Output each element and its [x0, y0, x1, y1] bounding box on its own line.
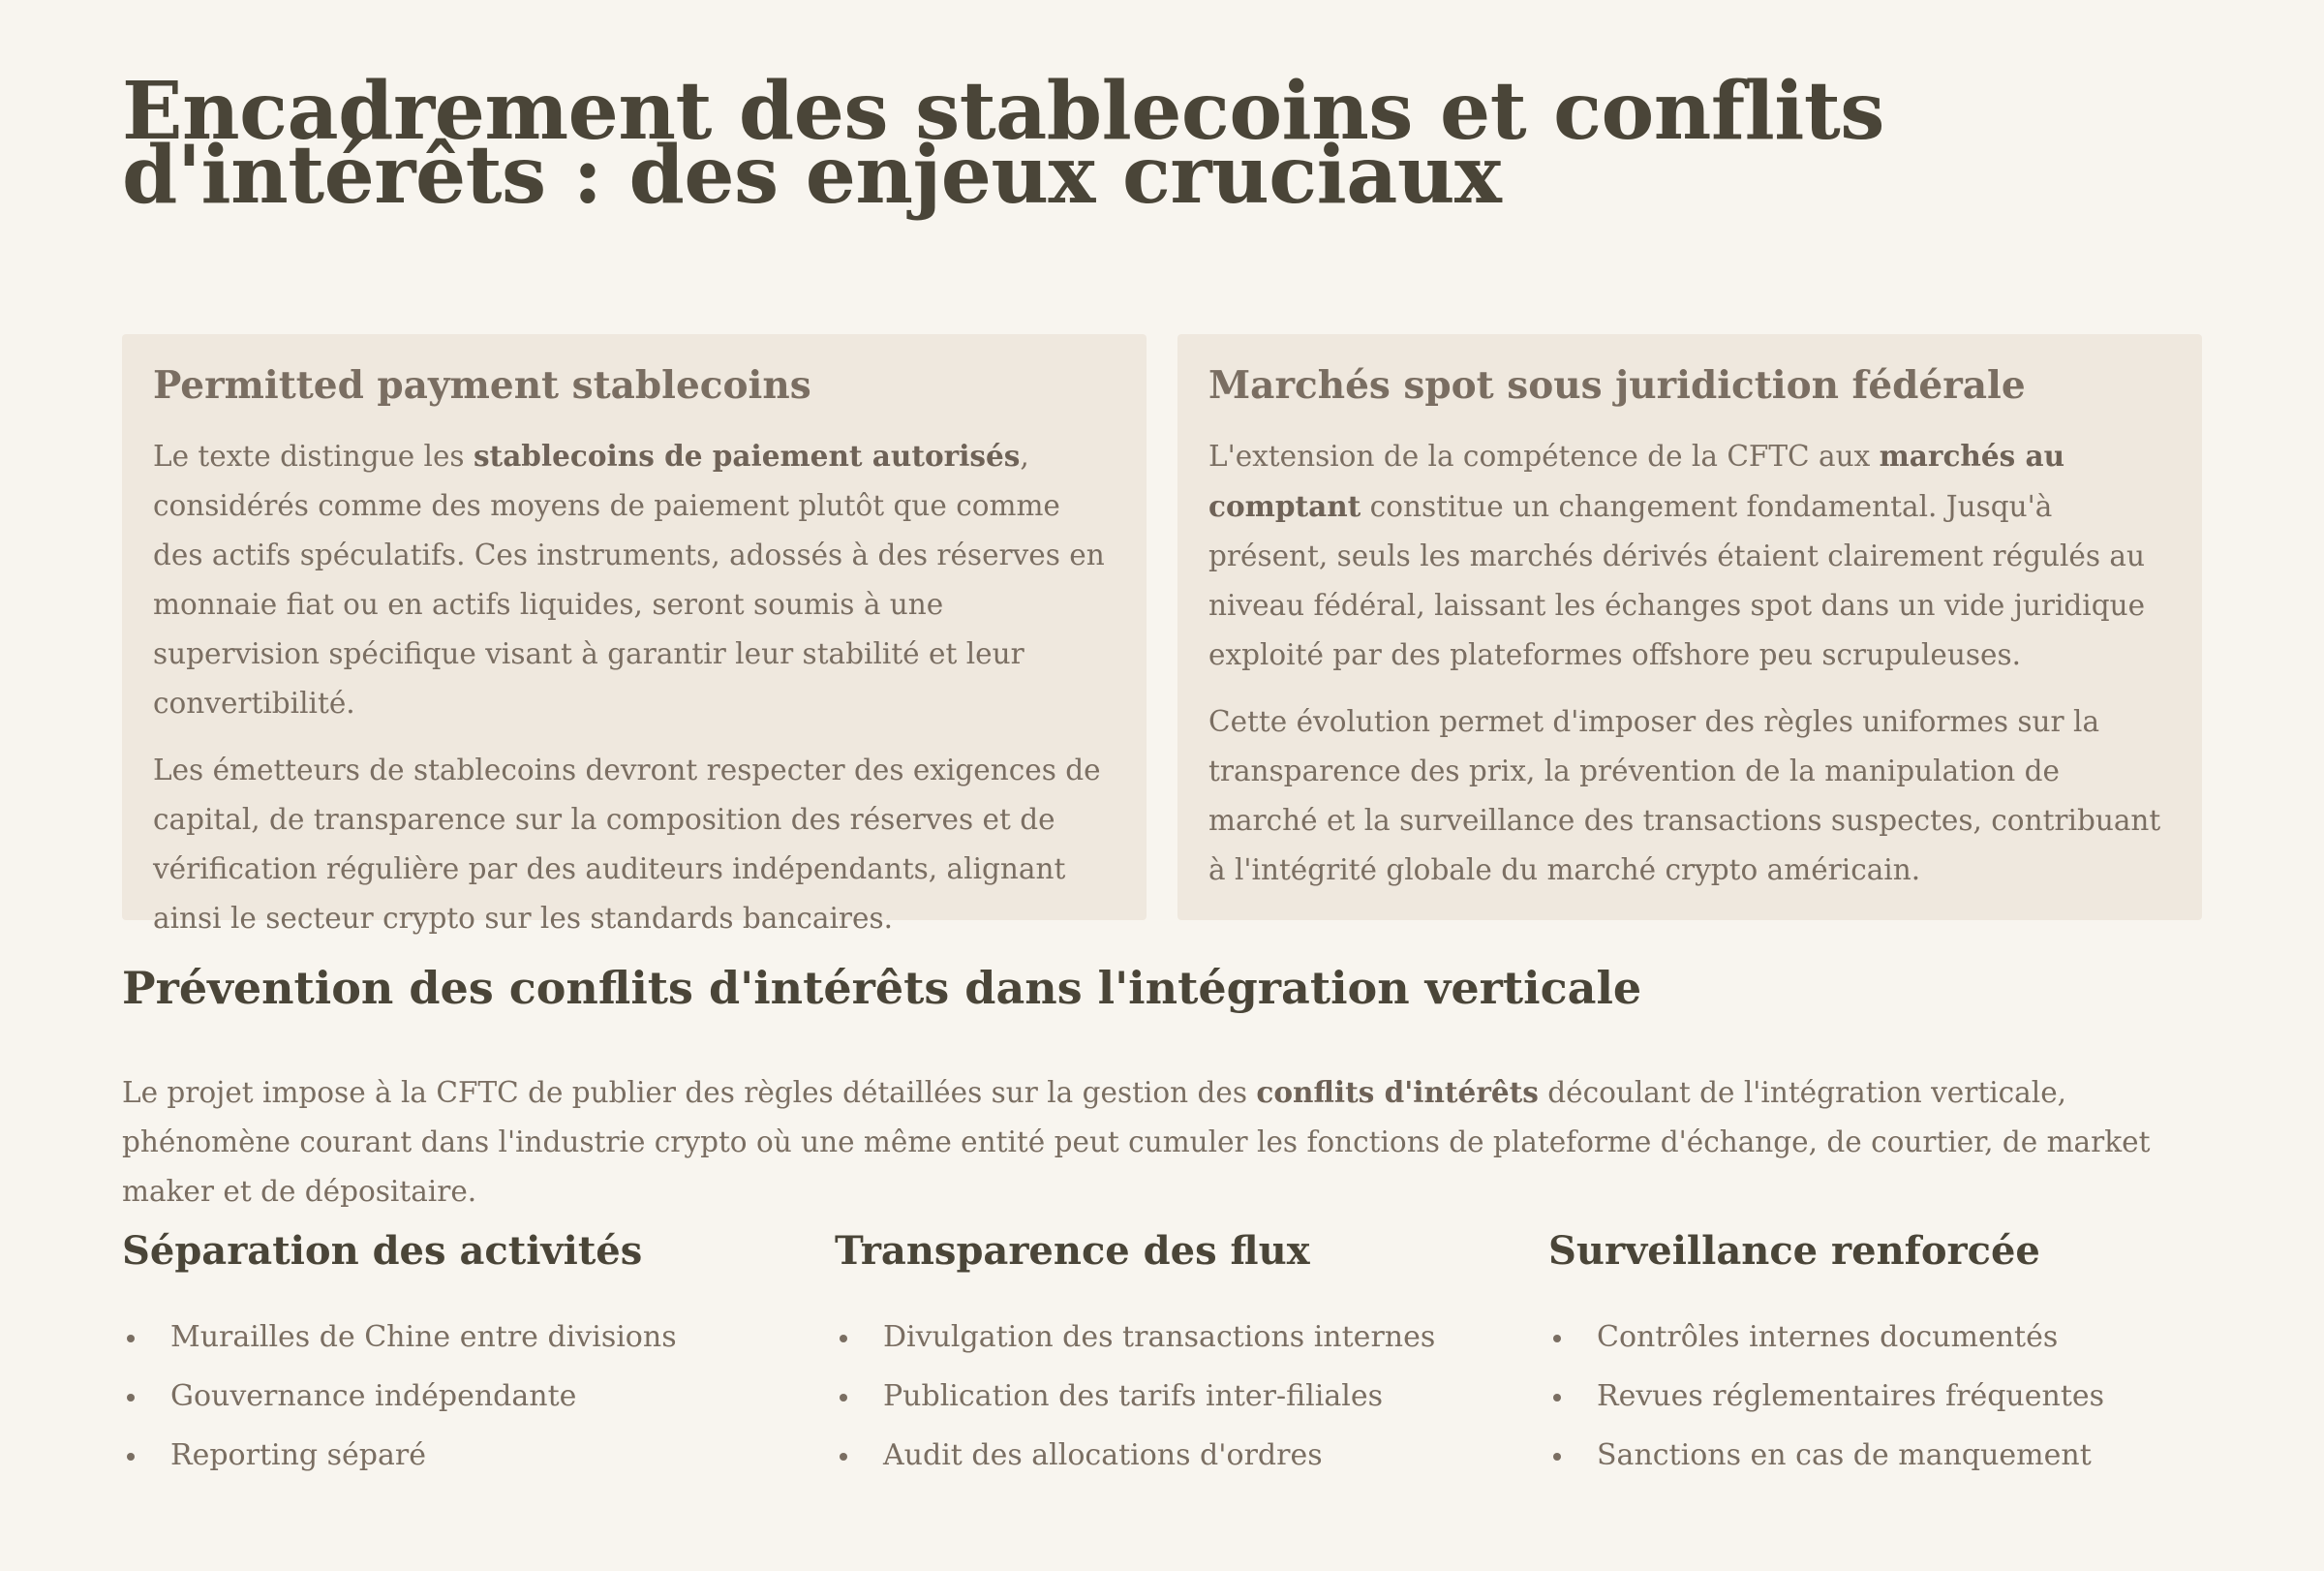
- list-item: Sanctions en cas de manquement: [1548, 1426, 2207, 1485]
- card-paragraph: Les émetteurs de stablecoins devront respecter des exigences de capital, de transparence sur la composition des réserves et de vérification régulière par des auditeurs indépendants, alignant ainsi le secteur crypto sur les standards bancaires.: [153, 754, 1101, 935]
- bullet-list: [1548, 1308, 2207, 1485]
- list-item: Reporting séparé: [122, 1426, 780, 1485]
- text-span: Le texte distingue les: [153, 440, 474, 473]
- section-title: Prévention des conflits d'intérêts dans l'intégration verticale: [122, 962, 1642, 1014]
- bullet-list: [122, 1308, 780, 1485]
- column-separation: [122, 1222, 780, 1485]
- text-span: constitue un changement fondamental. Jusqu'à présent, seuls les marchés dérivés étaient clairement régulés au niveau fédéral, laissant les échanges spot dans un vide juridique exploité par des plateformes offshore peu scrupuleuses.: [1208, 490, 2146, 671]
- list-item: Murailles de Chine entre divisions: [122, 1308, 780, 1367]
- list-item: Divulgation des transactions internes: [835, 1308, 1493, 1367]
- column-heading: Surveillance renforcée: [1548, 1228, 2040, 1274]
- column-surveillance: [1548, 1222, 2207, 1485]
- page-title: Encadrement des stablecoins et conflits d'intérêts : des enjeux cruciaux: [122, 65, 1884, 222]
- bold-text: marchés au comptant: [1208, 439, 2065, 523]
- card-heading: Marchés spot sous juridiction fédérale: [1208, 363, 2026, 408]
- section-intro: [122, 1067, 2202, 1217]
- list-item: Gouvernance indépendante: [122, 1367, 780, 1426]
- bullet-list: [835, 1308, 1493, 1485]
- card-spot-markets: [1177, 334, 2202, 920]
- text-span: découlant de l'intégration verticale, phénomène courant dans l'industrie crypto où une même entité peut cumuler les fonctions de plateforme d'échange, de courtier, de market maker et de dépositaire.: [122, 1076, 2151, 1208]
- card-heading: Permitted payment stablecoins: [153, 363, 811, 408]
- card-paragraph: [153, 431, 1116, 728]
- card-paragraph: Cette évolution permet d'imposer des règles uniformes sur la transparence des prix, la prévention de la manipulation de marché et la surveillance des transactions suspectes, contribuant à l'intégrité globale du marché crypto américain.: [1208, 705, 2161, 886]
- list-item: Publication des tarifs inter-filiales: [835, 1367, 1493, 1426]
- text-span: L'extension de la compétence de la CFTC aux: [1208, 440, 1880, 473]
- text-span: , considérés comme des moyens de paiement plutôt que comme des actifs spéculatifs. Ces instruments, adossés à des réserves en monnaie fiat ou en actifs liquides, seront soumis à une supervision spécifique visant à garantir leur stabilité et leur convertibilité.: [153, 440, 1105, 720]
- column-heading: Transparence des flux: [835, 1228, 1310, 1274]
- text-span: Le projet impose à la CFTC de publier des règles détaillées sur la gestion des: [122, 1076, 1257, 1109]
- card-paragraph: [1208, 431, 2171, 680]
- column-transparence: [835, 1222, 1493, 1485]
- list-item: Contrôles internes documentés: [1548, 1308, 2207, 1367]
- card-stablecoins: [122, 334, 1147, 935]
- list-item: Revues réglementaires fréquentes: [1548, 1367, 2207, 1426]
- bold-text: conflits d'intérêts: [1256, 1075, 1539, 1109]
- column-heading: Séparation des activités: [122, 1228, 643, 1274]
- cards-row: [122, 334, 2202, 935]
- list-item: Audit des allocations d'ordres: [835, 1426, 1493, 1485]
- bold-text: stablecoins de paiement autorisés: [473, 439, 1021, 473]
